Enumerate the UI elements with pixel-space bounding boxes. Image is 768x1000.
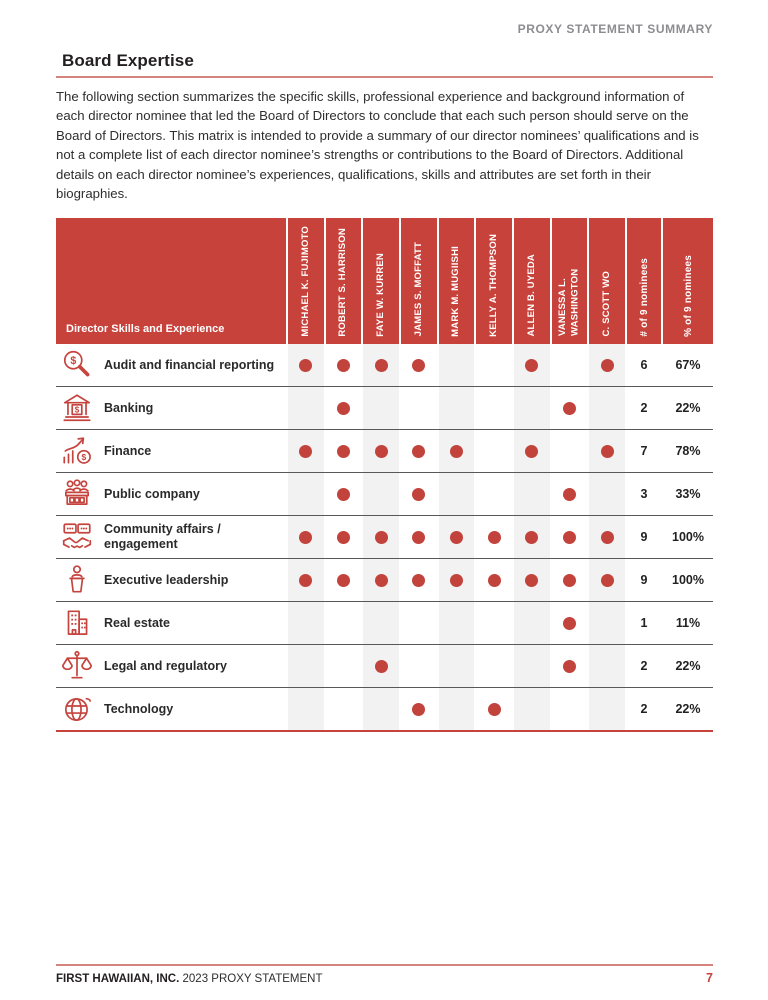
skill-mark-dot [601, 445, 614, 458]
running-header: PROXY STATEMENT SUMMARY [517, 22, 713, 36]
skill-mark-dot [412, 359, 425, 372]
nominee-count-cell: 6 [640, 358, 648, 373]
mark-cell [439, 602, 475, 644]
executive-leadership-icon [59, 562, 95, 598]
mark-cell [476, 344, 512, 386]
skill-cell [56, 688, 286, 730]
mark-cell [401, 473, 437, 515]
skill-mark-dot [299, 574, 312, 587]
director-name: JAMES S. MOFFATT [412, 242, 424, 337]
nominee-count-cell: 9 [640, 530, 648, 545]
director-column-header [514, 218, 550, 344]
mark-cell [326, 387, 362, 429]
stat-column-label: % of 9 nominees [682, 254, 694, 337]
skill-mark-dot [563, 574, 576, 587]
nominee-count-cell: 7 [640, 444, 648, 459]
skill-label: Banking [104, 400, 154, 415]
page-footer [56, 964, 713, 985]
skill-mark-dot [412, 488, 425, 501]
skill-row [56, 645, 713, 688]
director-name: KELLY A. THOMPSON [487, 233, 499, 337]
skill-mark-dot [299, 359, 312, 372]
skill-mark-dot [488, 531, 501, 544]
matrix-header-row [56, 218, 713, 344]
skill-cell [56, 344, 286, 386]
skill-cell [56, 645, 286, 687]
mark-cell [514, 645, 550, 687]
mark-cell [439, 473, 475, 515]
mark-cell [401, 645, 437, 687]
director-name: FAYE W. KURREN [374, 252, 386, 337]
svg-text:$: $ [81, 452, 87, 463]
page-title: Board Expertise [62, 51, 194, 70]
mark-cell [326, 516, 362, 558]
mark-cell [552, 559, 588, 601]
skill-row [56, 387, 713, 430]
skill-mark-dot [525, 574, 538, 587]
mark-cell [514, 473, 550, 515]
nominee-count-cell: 1 [640, 616, 648, 631]
director-name: VANESSA L. WASHINGTON [557, 269, 581, 337]
mark-cell [439, 645, 475, 687]
mark-cell [363, 430, 399, 472]
skill-mark-dot [525, 531, 538, 544]
skill-cell [56, 387, 286, 429]
nominee-percent-cell: 100% [672, 573, 704, 588]
skill-mark-dot [412, 531, 425, 544]
skill-row [56, 516, 713, 559]
mark-cell [552, 688, 588, 730]
mark-cell [363, 344, 399, 386]
mark-cell [476, 387, 512, 429]
skill-mark-dot [601, 531, 614, 544]
skill-mark-dot [337, 488, 350, 501]
skill-cell [56, 430, 286, 472]
skill-label: Executive leadership [104, 572, 229, 587]
director-column-header [589, 218, 625, 344]
mark-cell [288, 387, 324, 429]
nominee-count-cell: 2 [640, 401, 648, 416]
skill-mark-dot [450, 531, 463, 544]
matrix-corner-label: Director Skills and Experience [56, 218, 286, 344]
skill-mark-dot [299, 445, 312, 458]
skill-mark-dot [525, 445, 538, 458]
skill-mark-dot [412, 574, 425, 587]
skill-mark-dot [563, 660, 576, 673]
finance-chart-icon [59, 433, 95, 469]
mark-cell [514, 602, 550, 644]
svg-text:$: $ [70, 355, 77, 368]
skill-row [56, 602, 713, 645]
mark-cell [476, 430, 512, 472]
director-name: C. SCOTT WO [600, 270, 612, 337]
stat-column-header [663, 218, 713, 344]
mark-cell [401, 344, 437, 386]
community-engagement-icon [59, 519, 95, 555]
mark-cell [288, 559, 324, 601]
mark-cell [439, 430, 475, 472]
mark-cell [589, 645, 625, 687]
skill-cell [56, 602, 286, 644]
legal-scales-icon [59, 648, 95, 684]
skill-cell [56, 516, 286, 558]
nominee-percent-cell: 33% [675, 487, 701, 502]
mark-cell [326, 602, 362, 644]
mark-cell [476, 473, 512, 515]
mark-cell [589, 602, 625, 644]
skill-row [56, 473, 713, 516]
mark-cell [589, 688, 625, 730]
director-column-header [326, 218, 362, 344]
skill-mark-dot [337, 531, 350, 544]
skill-mark-dot [563, 488, 576, 501]
nominee-percent-cell: 11% [675, 616, 701, 631]
mark-cell [552, 645, 588, 687]
director-column-header [288, 218, 324, 344]
mark-cell [288, 516, 324, 558]
mark-cell [326, 344, 362, 386]
mark-cell [326, 645, 362, 687]
mark-cell [326, 559, 362, 601]
mark-cell [589, 387, 625, 429]
skill-mark-dot [375, 359, 388, 372]
mark-cell [552, 516, 588, 558]
nominee-percent-cell: 78% [675, 444, 701, 459]
nominee-count-cell: 2 [640, 702, 648, 717]
mark-cell [401, 516, 437, 558]
director-column-header [476, 218, 512, 344]
mark-cell [476, 688, 512, 730]
mark-cell [439, 344, 475, 386]
mark-cell [401, 387, 437, 429]
skill-mark-dot [299, 531, 312, 544]
director-column-header [401, 218, 437, 344]
skill-mark-dot [525, 359, 538, 372]
intro-paragraph: The following section summarizes the specific skills, professional experience and background information of each director nominee that led the Board of Directors to conclude that each such person should serve on the Board of Directors. This matrix is intended to provide a summary of our director nominees’ qualifications and is not a complete list of each director nominee’s strengths or contributions to the Board of Directors. Additional details on each director nominee’s experiences, qualifications, skills and attributes are set forth in their biographies. [56, 89, 699, 202]
skill-label: Community affairs / engagement [104, 521, 221, 552]
mark-cell [363, 516, 399, 558]
mark-cell [401, 602, 437, 644]
mark-cell [288, 645, 324, 687]
skill-label: Finance [104, 443, 152, 458]
skill-mark-dot [450, 574, 463, 587]
mark-cell [439, 688, 475, 730]
mark-cell [401, 688, 437, 730]
nominee-percent-cell: 67% [675, 358, 701, 373]
skill-mark-dot [337, 359, 350, 372]
skill-label: Legal and regulatory [104, 658, 227, 673]
skill-cell [56, 473, 286, 515]
footer-text [56, 973, 322, 985]
skill-mark-dot [563, 531, 576, 544]
mark-cell [288, 602, 324, 644]
mark-cell [589, 473, 625, 515]
mark-cell [552, 602, 588, 644]
footer-statement: 2023 PROXY STATEMENT [182, 973, 323, 985]
audit-magnifier-icon [59, 347, 95, 383]
mark-cell [363, 559, 399, 601]
skill-cell [56, 559, 286, 601]
mark-cell [288, 430, 324, 472]
skill-mark-dot [337, 402, 350, 415]
director-column-header [552, 218, 588, 344]
stat-column-header [627, 218, 661, 344]
mark-cell [288, 688, 324, 730]
skill-mark-dot [563, 617, 576, 630]
mark-cell [401, 559, 437, 601]
mark-cell [552, 387, 588, 429]
mark-cell [589, 516, 625, 558]
real-estate-icon [59, 605, 95, 641]
svg-text:$: $ [74, 405, 80, 415]
footer-line [56, 971, 713, 985]
nominee-count-cell: 3 [640, 487, 648, 502]
mark-cell [514, 688, 550, 730]
nominee-percent-cell: 22% [675, 401, 701, 416]
mark-cell [363, 473, 399, 515]
skill-row [56, 344, 713, 387]
board-expertise-matrix [56, 218, 713, 732]
skill-mark-dot [488, 574, 501, 587]
skill-mark-dot [563, 402, 576, 415]
director-name: MICHAEL K. FUJIMOTO [299, 225, 311, 337]
skill-row [56, 430, 713, 473]
mark-cell [552, 473, 588, 515]
stat-column-label: # of 9 nominees [638, 257, 650, 337]
skill-row [56, 688, 713, 730]
nominee-count-cell: 2 [640, 659, 648, 674]
mark-cell [363, 688, 399, 730]
skill-mark-dot [601, 574, 614, 587]
nominee-percent-cell: 22% [675, 702, 701, 717]
director-name: ALLEN B. UYEDA [525, 253, 537, 337]
mark-cell [476, 516, 512, 558]
skill-mark-dot [337, 574, 350, 587]
director-name: ROBERT S. HARRISON [337, 227, 349, 337]
mark-cell [326, 430, 362, 472]
title-underline [56, 76, 713, 78]
skill-mark-dot [375, 660, 388, 673]
mark-cell [514, 344, 550, 386]
mark-cell [514, 387, 550, 429]
footer-company: FIRST HAWAIIAN, INC. [56, 973, 180, 985]
skill-mark-dot [375, 445, 388, 458]
nominee-count-cell: 9 [640, 573, 648, 588]
mark-cell [514, 516, 550, 558]
mark-cell [439, 516, 475, 558]
skill-mark-dot [450, 445, 463, 458]
mark-cell [589, 559, 625, 601]
mark-cell [552, 430, 588, 472]
mark-cell [589, 430, 625, 472]
nominee-percent-cell: 22% [675, 659, 701, 674]
mark-cell [476, 559, 512, 601]
mark-cell [439, 387, 475, 429]
skill-mark-dot [412, 703, 425, 716]
skill-row [56, 559, 713, 602]
skill-mark-dot [375, 574, 388, 587]
mark-cell [476, 645, 512, 687]
director-column-header [439, 218, 475, 344]
mark-cell [476, 602, 512, 644]
mark-cell [288, 473, 324, 515]
skill-label: Public company [104, 486, 200, 501]
director-name: MARK M. MUGIISHI [450, 245, 462, 337]
footer-rule [56, 964, 713, 966]
nominee-percent-cell: 100% [672, 530, 704, 545]
mark-cell [326, 688, 362, 730]
mark-cell [439, 559, 475, 601]
mark-cell [401, 430, 437, 472]
skill-label: Technology [104, 701, 174, 716]
skill-mark-dot [375, 531, 388, 544]
mark-cell [514, 559, 550, 601]
public-company-icon [59, 476, 95, 512]
mark-cell [363, 387, 399, 429]
mark-cell [514, 430, 550, 472]
matrix-body [56, 344, 713, 730]
skill-label: Real estate [104, 615, 171, 630]
page-number: 7 [706, 971, 713, 985]
director-column-header [363, 218, 399, 344]
skill-mark-dot [488, 703, 501, 716]
mark-cell [552, 344, 588, 386]
mark-cell [363, 602, 399, 644]
skill-mark-dot [412, 445, 425, 458]
technology-globe-icon [59, 691, 95, 727]
mark-cell [589, 344, 625, 386]
skill-mark-dot [601, 359, 614, 372]
skill-mark-dot [337, 445, 350, 458]
mark-cell [326, 473, 362, 515]
bank-icon [59, 390, 95, 426]
skill-label: Audit and financial reporting [104, 357, 275, 372]
mark-cell [363, 645, 399, 687]
mark-cell [288, 344, 324, 386]
